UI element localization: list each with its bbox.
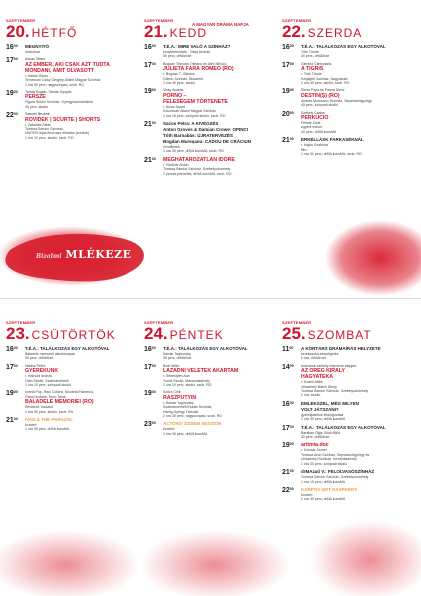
event-title: T.É.A.: MIRE VALÓ A SZÍNHÁZ? bbox=[163, 44, 231, 49]
event-time: $17^{00}$ bbox=[6, 363, 18, 371]
event-detail: Szigligeti Színház, Nagyvárad bbox=[301, 76, 348, 81]
event-item bbox=[282, 487, 416, 502]
event-item bbox=[6, 44, 140, 54]
event-item bbox=[144, 62, 278, 86]
day-number: 21. bbox=[144, 22, 168, 41]
event-time: $16^{00}$ bbox=[144, 346, 156, 353]
month-label: SZEPTEMBER bbox=[282, 18, 312, 23]
day-column bbox=[6, 18, 140, 143]
event-title: PERSZE bbox=[25, 94, 46, 101]
event-title: MEGHATÁROZATLAN IDŐRE bbox=[163, 156, 235, 163]
event-time: $19^{00}$ bbox=[282, 88, 294, 96]
event-item bbox=[282, 62, 416, 86]
event-time-minutes: 00 bbox=[289, 137, 294, 142]
event-title: PERKUCIÓ bbox=[301, 115, 329, 122]
event-time: $11^{00}$ bbox=[282, 346, 294, 353]
event-time-minutes: 00 bbox=[289, 442, 294, 447]
event-detail: Oana Hodade, Doru Talos: bbox=[25, 394, 67, 399]
event-detail: Tomcsa Sándor Színház, bbox=[25, 127, 64, 132]
event-detail: koncert bbox=[301, 492, 313, 497]
event-title: IVAN & THE PARAZOL bbox=[25, 417, 73, 423]
event-time-minutes: 00 bbox=[151, 61, 156, 66]
event-detail: Odin Stúdió, Szatmárnémeti bbox=[25, 378, 69, 383]
event-detail: 1 óra 10 perc, stúdió, szub. RO bbox=[25, 135, 74, 140]
event-time: $16^{00}$ bbox=[282, 400, 294, 408]
event-item bbox=[6, 90, 140, 109]
event-detail: egyéni műsor bbox=[301, 125, 323, 130]
event-time: $22^{00}$ bbox=[282, 486, 294, 494]
month-label: SZEPTEMBER bbox=[6, 320, 36, 325]
event-detail: Odeon Színház, Bukarest bbox=[163, 76, 203, 81]
event-time: $17^{00}$ bbox=[282, 424, 294, 432]
event-time-minutes: 00 bbox=[289, 486, 294, 491]
event-detail: Udvarhely Bábm Dhely, bbox=[301, 384, 338, 389]
event-detail: r. Szabó Attila bbox=[301, 380, 323, 385]
event-detail: Barabás Olga, Bódi Attila bbox=[301, 430, 340, 435]
event-time: $16^{00}$ bbox=[282, 44, 294, 51]
event-time-minutes: 00 bbox=[13, 346, 18, 350]
event-detail: 1 óra 40 perc, stúdió, szub. RO bbox=[301, 81, 350, 86]
event-detail: András Mureșanu Színház, Sepsiszentgyörgy bbox=[301, 98, 372, 103]
event-time: $21^{00}$ bbox=[144, 121, 156, 129]
day-column bbox=[144, 320, 278, 439]
event-item bbox=[6, 390, 140, 414]
event-detail: Ionela Pop, Raul Coldea, Nicoleta Esinencu, bbox=[25, 390, 94, 395]
event-detail: 1 óra 10 perc, drMA kocsMA bbox=[301, 479, 346, 484]
event-detail: 1 óra 30 perc, drMA kocsMA bbox=[163, 431, 208, 436]
event-time: $19^{30}$ bbox=[6, 90, 18, 98]
event-time-minutes: 00 bbox=[13, 363, 18, 368]
event-detail: 1 óra 30 perc, drMA kocsMA bbox=[25, 427, 70, 432]
event-detail: Fekete Zsolt bbox=[301, 121, 321, 126]
event-time-minutes: 00 bbox=[151, 363, 156, 368]
event-time: $14^{00}$ bbox=[282, 363, 294, 371]
event-detail: film bbox=[301, 147, 307, 152]
event-time-minutes: 00 bbox=[151, 88, 156, 93]
event-time-minutes: 00 bbox=[289, 400, 294, 405]
day-number: 24. bbox=[144, 324, 168, 343]
event-time: $23^{00}$ bbox=[144, 421, 156, 429]
event-item bbox=[282, 137, 416, 156]
event-time: $19^{00}$ bbox=[144, 88, 156, 96]
event-item bbox=[282, 469, 416, 484]
event-title: KARPOV NOT KASPAROV bbox=[301, 486, 358, 492]
event-detail: r. Bogdan T. Olteanu bbox=[163, 72, 195, 77]
event-title: HAGYATÉKA bbox=[301, 374, 333, 381]
day-column bbox=[282, 320, 416, 505]
event-title: BALADELE MEMORIEI (RO) bbox=[25, 399, 94, 406]
event-time-minutes: 00 bbox=[289, 346, 294, 350]
event-time: $16^{00}$ bbox=[6, 346, 18, 353]
event-detail: 1 óra 30 perc, drMA kocsMA bbox=[301, 497, 346, 502]
event-title: Saćos Petra: A KIVÉGZÉS bbox=[163, 121, 219, 127]
event-detail: r. Sebestyén Aba bbox=[163, 374, 190, 379]
event-item bbox=[282, 401, 416, 422]
event-title: MEGNYITÓ bbox=[25, 44, 50, 49]
event-time: $20^{00}$ bbox=[282, 110, 294, 118]
page-divider bbox=[0, 298, 421, 299]
event-time-minutes: 00 bbox=[151, 390, 156, 395]
event-detail: 45 perc, színpadi stúdió bbox=[301, 103, 338, 108]
event-item bbox=[282, 425, 416, 440]
event-item bbox=[6, 417, 140, 432]
event-time: $17^{00}$ bbox=[282, 61, 294, 69]
event-time-minutes: 00 bbox=[13, 112, 18, 117]
event-detail: bukovinai székely népmese alapján: bbox=[301, 363, 358, 368]
event-title: LÁZADNI VELETEK AKARTAM bbox=[163, 368, 239, 375]
month-label: SZEPTEMBER bbox=[6, 18, 36, 23]
event-time: $21^{00}$ bbox=[282, 469, 294, 477]
splash-top-right bbox=[325, 220, 421, 296]
event-item bbox=[6, 112, 140, 140]
day-column bbox=[6, 320, 140, 435]
event-detail: Bogdan Theodor Olteanu és Alex Mircioi: bbox=[163, 61, 227, 66]
event-detail: 1 óra 30 perc, drMA kocsMA, szub. RO bbox=[163, 149, 224, 154]
event-item bbox=[144, 364, 278, 388]
event-title: DESTIN(Ș) (RO) bbox=[301, 92, 340, 99]
logo-stamp: Bizalmi MLÉKEZE bbox=[36, 248, 132, 261]
event-item bbox=[6, 57, 140, 87]
event-title: MONDANI, AMIT OLVASOTT bbox=[25, 67, 95, 74]
event-title: VOLT JÁTSZANI? bbox=[301, 406, 339, 412]
event-title: ERKÉLLÁSK FARKASÉKNÁL bbox=[301, 137, 364, 143]
event-time: $17^{00}$ bbox=[144, 61, 156, 69]
event-detail: 1 óra 50 perc, stúdió, szub. EN bbox=[25, 409, 74, 414]
event-detail: 40 perc, drMA kocsMA bbox=[301, 129, 337, 134]
event-title: A KORTÁRS DRÁMAÍRÁS HELYZETE bbox=[301, 346, 381, 351]
event-time-minutes: 00 bbox=[151, 44, 156, 48]
event-detail: Elena Popa és Panna Dima: bbox=[301, 88, 345, 93]
event-detail: r. Vladimir Anton bbox=[163, 162, 189, 167]
event-detail: Kolozsvári Állami Magyar Színház bbox=[163, 109, 216, 114]
event-detail: Rendező: Kadasd bbox=[25, 405, 53, 410]
event-time-minutes: 00 bbox=[13, 44, 18, 48]
event-time: $16^{00}$ bbox=[144, 44, 156, 51]
event-title: T.É.A.: TALÁLKOZÁS EGY ALKOTÓVAL bbox=[25, 346, 110, 351]
day-name: SZOMBAT bbox=[307, 328, 372, 342]
event-time-minutes: 00 bbox=[13, 57, 18, 62]
day-header bbox=[144, 18, 278, 44]
event-detail: koncert bbox=[163, 427, 175, 432]
event-title: AZ ÖREG KIRÁLY bbox=[301, 368, 345, 375]
event-title: A TIGRIS bbox=[301, 66, 324, 73]
event-detail: UNITER-díjas felolvasó előadás (sorblok) bbox=[25, 131, 90, 136]
event-time: $19^{00}$ bbox=[282, 442, 294, 450]
event-detail: r. Tóth Tünde bbox=[301, 72, 322, 77]
event-detail: gyerekjátékok feldolgozása bbox=[301, 412, 344, 417]
day-theme: A MAGYAR DRÁMA NAPJA bbox=[192, 22, 249, 27]
day-number: 25. bbox=[282, 324, 306, 343]
event-detail: Tóth Tünde bbox=[301, 50, 319, 54]
event-time-minutes: 00 bbox=[289, 61, 294, 66]
event-detail: Bódi Attila: bbox=[163, 363, 180, 368]
event-detail: 30 perc, drMAKart bbox=[25, 356, 54, 361]
event-time-minutes: 00 bbox=[13, 390, 18, 395]
event-detail: 30 perc, drMAKart bbox=[163, 54, 192, 59]
event-item bbox=[144, 421, 278, 436]
event-detail: Baladele memoriei alkotócsapat bbox=[25, 352, 75, 356]
event-title: T.É.A.: TALÁLKOZÁS EGY ALKOTÓVAL bbox=[301, 424, 386, 430]
event-detail: rövidfilmek bbox=[163, 145, 180, 150]
event-item bbox=[282, 88, 416, 107]
splash-bottom-left bbox=[0, 530, 140, 596]
event-time: $19^{00}$ bbox=[144, 390, 156, 398]
event-time: $17^{00}$ bbox=[144, 363, 156, 371]
event-detail: 30 perc, drMAKart bbox=[301, 54, 330, 59]
event-time-minutes: 00 bbox=[289, 469, 294, 474]
event-detail: Szőcs Cirill: bbox=[163, 390, 182, 395]
event-detail: Tamás Boglár–Tamás Gyopár: bbox=[25, 90, 73, 95]
event-detail: 1 óra 10 perc, stúdió, szub. RO bbox=[163, 383, 212, 388]
event-time: $17^{00}$ bbox=[6, 57, 18, 65]
event-detail: Harag György Társulat bbox=[163, 409, 199, 414]
event-detail: 45 perc, stúdió bbox=[25, 104, 48, 109]
month-label: SZEPTEMBER bbox=[144, 320, 174, 325]
event-item bbox=[144, 88, 278, 118]
event-title: JULIETA FĂRĂ ROMEO (RO) bbox=[163, 66, 234, 73]
event-title: FELESÉGEM TÖRTÉNETE bbox=[163, 98, 228, 105]
day-number: 23. bbox=[6, 324, 30, 343]
event-detail: 7 perces jelenetek, drMA kocsMA, szub. RO bbox=[163, 171, 232, 176]
event-detail: 1 óra 30 perc, színpadi stúdió bbox=[301, 461, 347, 466]
day-column bbox=[282, 18, 416, 160]
splash-bottom-right bbox=[310, 520, 421, 596]
event-detail: Visky András: bbox=[163, 88, 185, 93]
event-time: $21^{30}$ bbox=[144, 156, 156, 164]
event-detail: r. Kolcsár József bbox=[301, 448, 327, 453]
event-detail: kerekasztal-beszélgetés bbox=[301, 352, 339, 356]
event-detail: Szatmárnémeti Északi Színház, bbox=[163, 405, 213, 410]
day-name: KEDD bbox=[169, 26, 207, 40]
event-title: ACTORS' DZSEM SESSION bbox=[163, 421, 222, 427]
event-detail: r. Ánosi Árpád bbox=[163, 104, 185, 109]
event-title: EMLÉKSZEL, MÉG MILYEN bbox=[301, 400, 359, 406]
event-detail: Samuel Beckett: bbox=[25, 112, 51, 117]
event-item bbox=[144, 390, 278, 418]
event-time-minutes: 00 bbox=[151, 421, 156, 426]
event-detail: 1 óra 30 perc, drMA kocsMA bbox=[301, 417, 346, 422]
event-detail: Tomcsa Áron Színház, Sepsiszentgyörgy és bbox=[301, 452, 370, 457]
event-title: RÖVIDEK | SCURTE | SHORTS bbox=[25, 116, 101, 123]
event-title: Bogdan Mureșanu: CADOU DE CRĂCIUN bbox=[163, 139, 252, 145]
event-detail: r. Adrian Sitaru bbox=[25, 73, 48, 78]
event-item bbox=[282, 346, 416, 361]
event-detail: Halász Péter: bbox=[25, 363, 47, 368]
event-title: aritmia.doc bbox=[301, 442, 329, 449]
event-detail: 30 perc, drMAKart bbox=[163, 356, 192, 361]
event-detail: 1 óra 45 perc, stúdió bbox=[163, 81, 195, 86]
event-time-minutes: 30 bbox=[151, 156, 156, 161]
event-item bbox=[144, 157, 278, 176]
event-detail: 2 óra 30 perc, nagyszínpad, szub. RO bbox=[163, 414, 222, 419]
event-title: T.É.A.: TALÁLKOZÁS EGY ALKOTÓVAL bbox=[301, 44, 386, 49]
event-title: RASZPUTYIN bbox=[163, 394, 197, 401]
event-title: drMAzati V.: FELOLVASÓSZÍNHÁZ bbox=[301, 469, 375, 475]
event-title: GYEREKÜNK bbox=[25, 368, 59, 375]
event-detail: Tomcsa Sándor Színház, Székelyudvarhely bbox=[163, 167, 231, 172]
event-time-minutes: 00 bbox=[151, 121, 156, 126]
event-title: PORNÓ – bbox=[163, 92, 187, 99]
event-title: Tóth Barnabás: ÚJRATERVEZÉS bbox=[163, 133, 233, 139]
event-item bbox=[6, 346, 140, 361]
day-name: PÉNTEK bbox=[169, 328, 224, 342]
event-time-minutes: 00 bbox=[289, 110, 294, 115]
event-detail: 1 óra 15 perc, színpadi stúdió, szub. RO bbox=[163, 113, 226, 118]
event-title: Anton Groves & Damian Crowe: OPINCI bbox=[163, 127, 249, 133]
day-header bbox=[6, 320, 140, 346]
event-detail: Figura Stúdió Színház, Gyergyószentmiklós bbox=[25, 100, 93, 105]
event-detail: Székely Csaba: bbox=[301, 110, 326, 115]
splash-bottom-mid bbox=[140, 530, 290, 596]
day-header bbox=[282, 320, 416, 346]
event-detail: Tomcsa Sándor Színház, Székelyudvarhely bbox=[301, 389, 369, 394]
month-label: SZEPTEMBER bbox=[282, 320, 312, 325]
event-detail: r. Harhold András bbox=[25, 374, 53, 379]
day-column bbox=[144, 18, 278, 179]
event-detail: 2 óra, drMAKart bbox=[301, 356, 326, 361]
event-title: AZ EMBER, AKI CSAK AZT TUDTA bbox=[25, 61, 110, 68]
event-time-minutes: 00 bbox=[13, 417, 18, 422]
event-title: T.É.A.: TALÁLKOZÁS EGY ALKOTÓVAL bbox=[163, 346, 248, 351]
month-label: SZEPTEMBER bbox=[144, 18, 174, 23]
event-detail: 1 óra 10 perc, színpadi stúdió bbox=[25, 383, 71, 388]
day-name: SZERDA bbox=[307, 26, 363, 40]
event-detail: r. Zakariás Zalán bbox=[25, 122, 52, 127]
event-time-minutes: 00 bbox=[289, 363, 294, 368]
event-time: $21^{00}$ bbox=[282, 137, 294, 145]
event-detail: díszudvar bbox=[25, 50, 41, 54]
event-detail: 1 óra 31 perc, drMA kocsMA, szub. RO bbox=[301, 152, 362, 157]
day-number: 22. bbox=[282, 22, 306, 41]
event-item bbox=[282, 364, 416, 398]
event-detail: r. Sardar Tagirovsky bbox=[163, 400, 194, 405]
event-detail: r. Hajdu Szabolcs bbox=[301, 143, 329, 148]
event-detail: 1 óra, stúdió bbox=[301, 393, 321, 398]
event-detail: koncert bbox=[25, 423, 37, 428]
event-detail: Temesvári Csiky Gergely Állami Magyar Színház bbox=[25, 78, 101, 83]
event-detail: 1 óra 50 perc, nagyszínpad, szub. RO bbox=[25, 82, 84, 87]
event-time-minutes: 30 bbox=[13, 90, 18, 95]
event-item bbox=[6, 364, 140, 388]
event-time-minutes: 00 bbox=[289, 424, 294, 429]
event-detail: könyvbemutató - Visky András bbox=[163, 50, 211, 54]
event-time-minutes: 00 bbox=[151, 346, 156, 350]
event-time-minutes: 00 bbox=[289, 44, 294, 48]
day-header bbox=[6, 18, 140, 44]
event-time: $19^{00}$ bbox=[6, 390, 18, 398]
event-item bbox=[144, 121, 278, 154]
event-detail: Sardar Tagirovsky bbox=[163, 352, 191, 356]
day-name: HÉTFŐ bbox=[31, 26, 78, 40]
event-detail: 30 perc, drMAKart bbox=[301, 435, 330, 440]
event-detail: Glenina Cărbunariu: bbox=[301, 61, 333, 66]
day-name: CSÜTÖRTÖK bbox=[31, 328, 116, 342]
event-item bbox=[282, 44, 416, 59]
day-header bbox=[282, 18, 416, 44]
event-detail: Adrian Sitaru: bbox=[25, 57, 47, 62]
event-time: $22^{00}$ bbox=[6, 112, 18, 120]
day-header bbox=[144, 320, 278, 346]
event-time: $16^{00}$ bbox=[6, 44, 18, 51]
event-detail: Udvarhelyi Színház, Kézdivásárhely bbox=[301, 457, 357, 462]
event-time: $21^{00}$ bbox=[6, 417, 18, 425]
event-time-minutes: 00 bbox=[289, 88, 294, 93]
event-item bbox=[144, 346, 278, 361]
event-detail: Tomcsa Sándor Színház, Székelyudvarhely bbox=[301, 475, 369, 480]
event-detail: Yorick Stúdió, Marosvásárhely bbox=[163, 378, 210, 383]
event-item bbox=[282, 442, 416, 466]
day-number: 20. bbox=[6, 22, 30, 41]
event-item bbox=[144, 44, 278, 59]
event-item bbox=[282, 111, 416, 135]
